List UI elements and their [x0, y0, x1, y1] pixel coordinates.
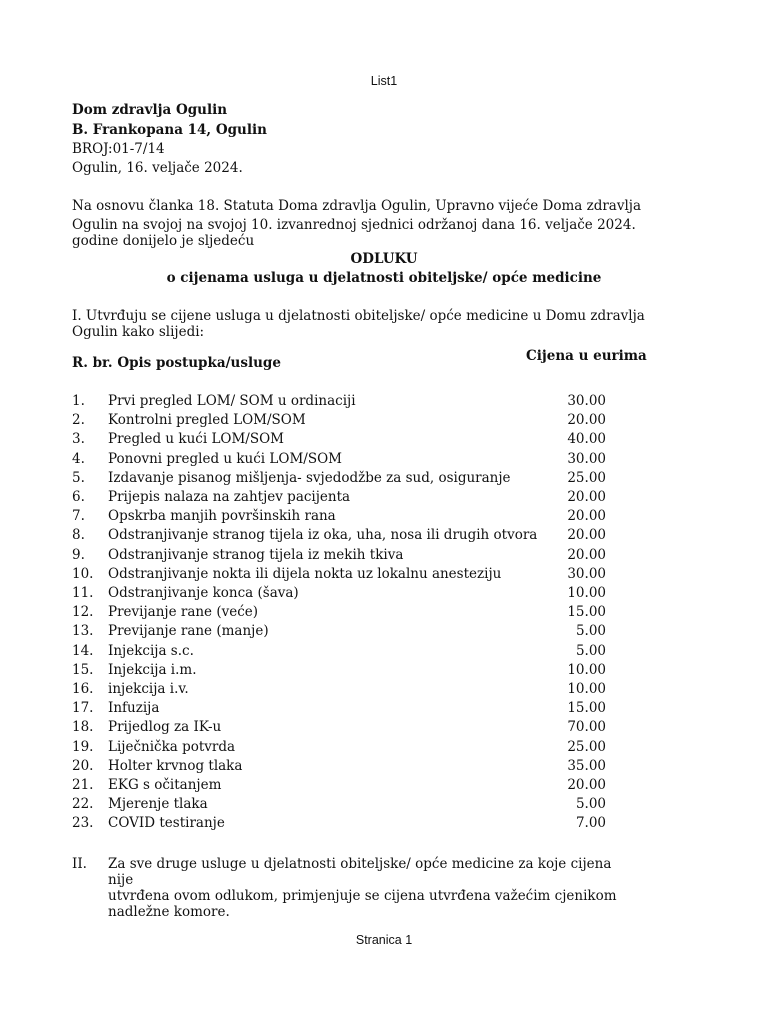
row-price: 35.00	[567, 758, 606, 774]
row-description: Pregled u kući LOM/SOM	[108, 431, 284, 447]
row-price: 5.00	[575, 796, 606, 812]
decision-title: ODLUKU	[350, 251, 418, 267]
row-number: 18.	[72, 719, 94, 735]
row-description: injekcija i.v.	[108, 681, 189, 697]
row-description: COVID testiranje	[108, 815, 225, 831]
row-price: 25.00	[567, 739, 606, 755]
row-number: 14.	[72, 643, 94, 659]
row-number: 1.	[72, 393, 85, 409]
row-description: Odstranjivanje stranog tijela iz mekih tkiva	[108, 547, 404, 563]
row-description: Infuzija	[108, 700, 160, 716]
section1-line: I. Utvrđuju se cijene usluga u djelatnosti obiteljske/ opće medicine u Domu zdravlja	[72, 308, 645, 324]
row-number: 20.	[72, 758, 94, 774]
row-number: 17.	[72, 700, 94, 716]
row-number: 3.	[72, 431, 85, 447]
row-description: Odstranjivanje nokta ili dijela nokta uz lokalnu anesteziju	[108, 566, 502, 582]
row-price: 30.00	[567, 451, 606, 467]
section2-line: Za sve druge usluge u djelatnosti obiteljske/ opće medicine za koje cijena nije	[108, 856, 612, 888]
row-price: 70.00	[567, 719, 606, 735]
row-number: 8.	[72, 527, 85, 543]
row-description: Injekcija s.c.	[108, 643, 194, 659]
section2-line: utvrđena ovom odlukom, primjenjuje se cijena utvrđena važećim cjenikom	[108, 888, 617, 904]
row-price: 5.00	[575, 623, 606, 639]
row-description: Previjanje rane (veće)	[108, 604, 259, 620]
row-price: 5.00	[575, 643, 606, 659]
row-number: 16.	[72, 681, 94, 697]
row-description: Opskrba manjih površinskih rana	[108, 508, 336, 524]
intro-line: godine donijelo je sljedeću	[72, 233, 255, 249]
row-number: 19.	[72, 739, 94, 755]
section1-line: Ogulin kako slijedi:	[72, 324, 205, 340]
row-number: 7.	[72, 508, 85, 524]
row-number: 6.	[72, 489, 85, 505]
row-price: 25.00	[567, 470, 606, 486]
reference-number: BROJ:01-7/14	[72, 141, 165, 157]
row-description: Previjanje rane (manje)	[108, 623, 269, 639]
sheet-label: List1	[370, 74, 398, 88]
row-price: 7.00	[575, 815, 606, 831]
row-price: 40.00	[567, 431, 606, 447]
row-price: 20.00	[567, 508, 606, 524]
intro-line: Na osnovu članka 18. Statuta Doma zdravlja Ogulin, Upravno vijeće Doma zdravlja	[72, 198, 642, 214]
row-description: Holter krvnog tlaka	[108, 758, 243, 774]
row-description: Prijedlog za IK-u	[108, 719, 222, 735]
row-number: 23.	[72, 815, 94, 831]
row-number: 15.	[72, 662, 94, 678]
row-number: 5.	[72, 470, 85, 486]
row-number: 9.	[72, 547, 85, 563]
table-header-number-description: R. br. Opis postupka/usluge	[72, 355, 281, 371]
row-number: 4.	[72, 451, 85, 467]
row-price: 10.00	[567, 662, 606, 678]
row-number: 11.	[72, 585, 94, 601]
page-footer: Stranica 1	[355, 933, 413, 947]
row-price: 20.00	[567, 489, 606, 505]
place-date: Ogulin, 16. veljače 2024.	[72, 160, 243, 176]
row-number: 10.	[72, 566, 94, 582]
row-number: 21.	[72, 777, 94, 793]
row-price: 15.00	[567, 604, 606, 620]
row-description: Mjerenje tlaka	[108, 796, 208, 812]
table-header-price: Cijena u eurima	[526, 348, 647, 364]
row-price: 20.00	[567, 527, 606, 543]
row-description: Injekcija i.m.	[108, 662, 197, 678]
row-description: Prvi pregled LOM/ SOM u ordinaciji	[108, 393, 356, 409]
row-price: 20.00	[567, 412, 606, 428]
institution-name: Dom zdravlja Ogulin	[72, 102, 228, 118]
institution-address: B. Frankopana 14, Ogulin	[72, 122, 267, 138]
row-price: 30.00	[567, 393, 606, 409]
row-description: Kontrolni pregled LOM/SOM	[108, 412, 306, 428]
row-price: 15.00	[567, 700, 606, 716]
row-number: 12.	[72, 604, 94, 620]
row-description: EKG s očitanjem	[108, 777, 222, 793]
row-price: 30.00	[567, 566, 606, 582]
row-number: 13.	[72, 623, 94, 639]
row-price: 10.00	[567, 585, 606, 601]
row-number: 22.	[72, 796, 94, 812]
row-price: 10.00	[567, 681, 606, 697]
row-price: 20.00	[567, 777, 606, 793]
row-description: Izdavanje pisanog mišljenja- svjedodžbe za sud, osiguranje	[108, 470, 511, 486]
row-price: 20.00	[567, 547, 606, 563]
row-description: Ponovni pregled u kući LOM/SOM	[108, 451, 342, 467]
row-number: 2.	[72, 412, 85, 428]
intro-line: Ogulin na svojoj na svojoj 10. izvanrednoj sjednici održanoj dana 16. veljače 2024.	[72, 217, 636, 233]
section2-number: II.	[72, 856, 87, 872]
row-description: Odstranjivanje stranog tijela iz oka, uha, nosa ili drugih otvora	[108, 527, 538, 543]
row-description: Prijepis nalaza na zahtjev pacijenta	[108, 489, 351, 505]
section2-line: nadležne komore.	[108, 904, 230, 920]
row-description: Liječnička potvrda	[108, 739, 236, 755]
decision-subtitle: o cijenama usluga u djelatnosti obiteljske/ opće medicine	[166, 270, 602, 286]
section2-text	[108, 856, 628, 920]
row-description: Odstranjivanje konca (šava)	[108, 585, 299, 601]
